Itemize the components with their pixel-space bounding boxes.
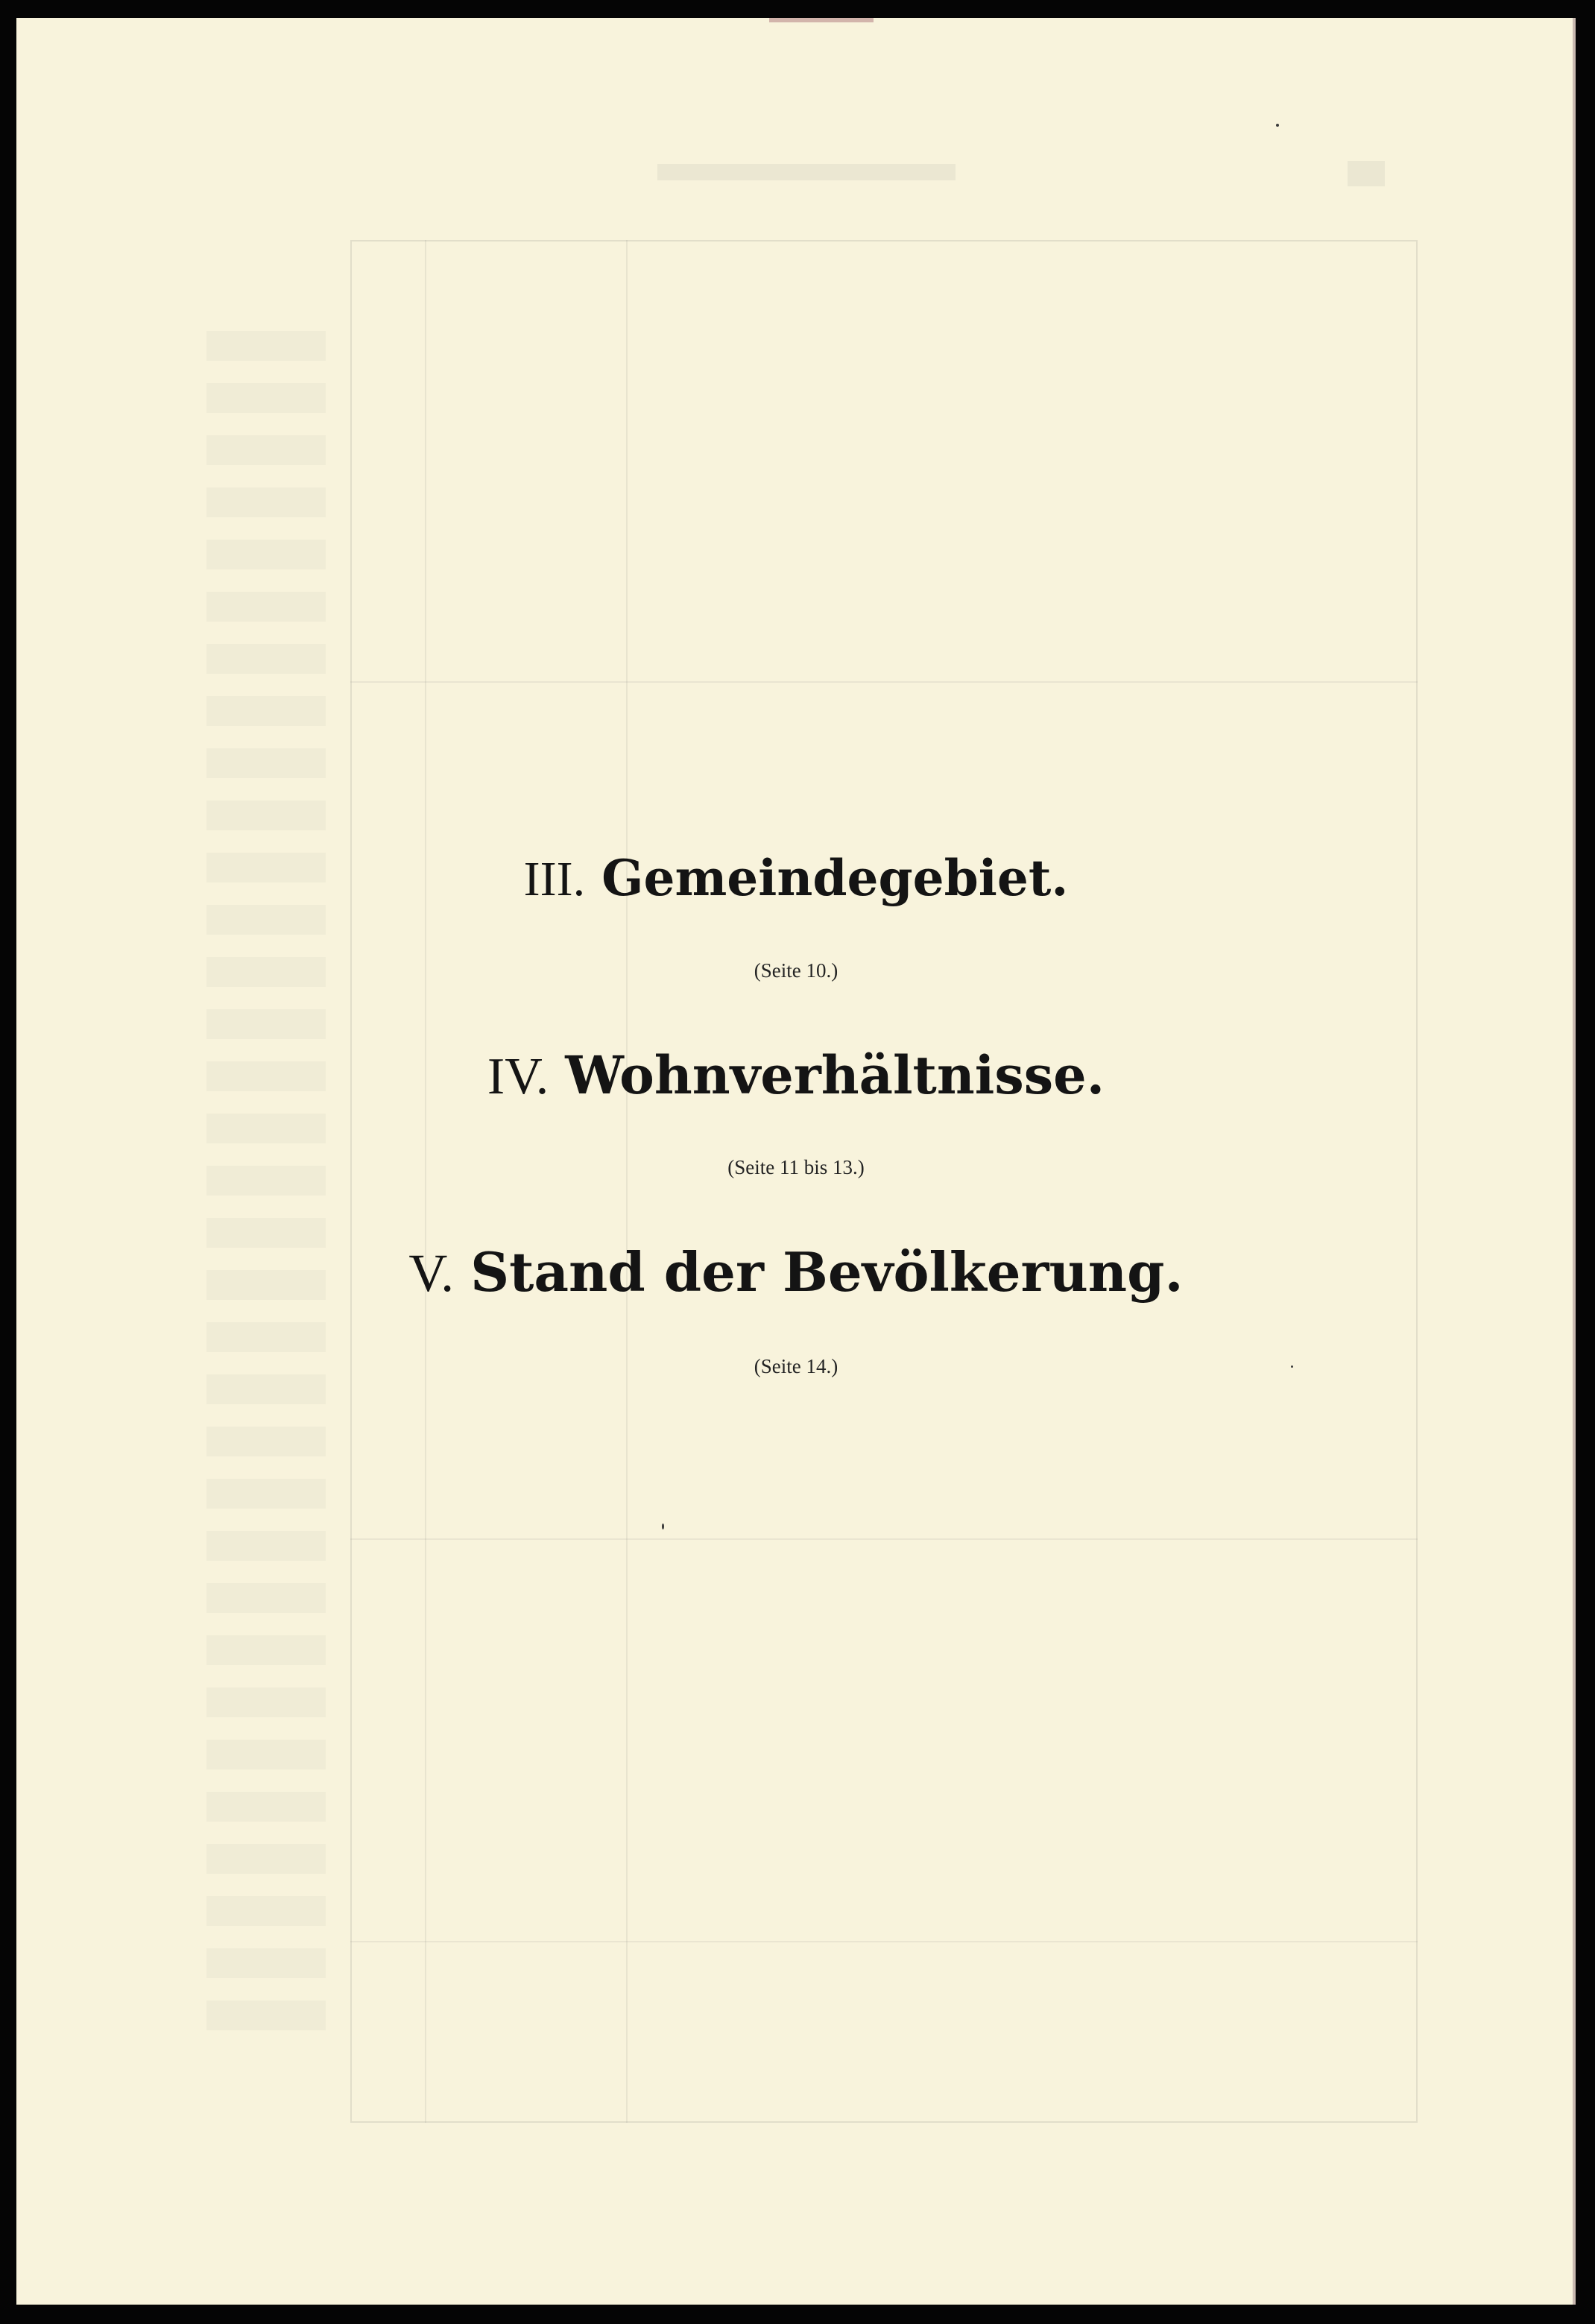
bleed-through-row-line <box>350 1538 1418 1540</box>
section-title: Wohnverhältnisse. <box>565 1044 1105 1106</box>
bleed-through-header <box>657 164 956 180</box>
section-heading-gemeindegebiet <box>16 849 1576 908</box>
document-page <box>16 18 1576 2305</box>
top-edge-mark <box>769 18 874 22</box>
bleed-through-column-line <box>425 240 426 2123</box>
bleed-through-row-line <box>350 1941 1418 1942</box>
page-reference: (Seite 11 bis 13.) <box>727 1156 865 1178</box>
paper-speck <box>662 1523 664 1529</box>
section-title: Stand der Bevölkerung. <box>470 1240 1184 1304</box>
page-reference: (Seite 10.) <box>754 959 838 982</box>
paper-speck <box>1291 1365 1293 1368</box>
section-title: Gemeindegebiet. <box>601 849 1069 907</box>
bleed-through-rotated-text <box>206 331 326 2030</box>
page-reference: (Seite 14.) <box>754 1355 838 1377</box>
section-numeral: III. <box>523 852 586 906</box>
section-heading-wohnverhaeltnisse <box>16 1044 1576 1107</box>
bleed-through-table-frame <box>350 240 1418 2123</box>
section-numeral: V. <box>408 1243 455 1303</box>
bleed-through-column-line <box>626 240 628 2123</box>
section-heading-stand-der-bevoelkerung <box>16 1240 1576 1304</box>
paper-speck <box>1276 124 1279 127</box>
bleed-through-page-number <box>1348 161 1385 186</box>
section-numeral: IV. <box>487 1048 549 1105</box>
bleed-through-row-line <box>350 681 1418 683</box>
